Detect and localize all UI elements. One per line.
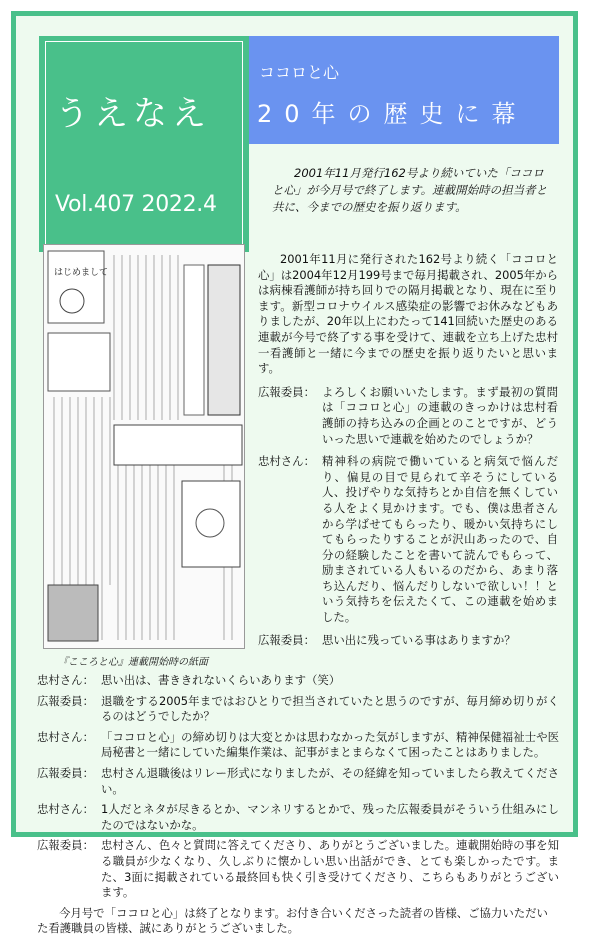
utterance: 「ココロと心」の締め切りは大変とかは思わなかった気がしますが、精神保健福祉士や医局秘書と一緒にしていた編集作業は、記事がまとまらなくて困ったことはありました。 (101, 729, 559, 760)
clipping-label: はじめまして (54, 268, 109, 278)
clipping-image (43, 244, 245, 649)
utterance: 忠村さん、色々と質問に答えてくださり、ありがとうございました。連載開始時の事を知る職員が少なくなり、久しぶりに懐かしい思い出話ができ、とても楽しかったです。また、3面に掲載されている最終回も快く引き受けてくださり、こちらもありがとうございます。 (101, 838, 559, 900)
dialogue-line (258, 454, 558, 626)
utterance: 退職をする2005年まではおひとりで担当されていたと思うのですが、毎月締め切りがくるのはどうでしたか？ (101, 693, 559, 724)
article-body-full (37, 673, 559, 937)
column-name: ココロと心 (259, 63, 340, 82)
dialogue-line (37, 766, 559, 797)
dialogue-line (37, 673, 559, 689)
dialogue-line (37, 802, 559, 833)
utterance: よろしくお願いいたします。まず最初の質問は「ココロと心」の連載のきっかけは忠村看護師の持ち込みの企画とのことですが、どういった思いで連載を始めたのでしょうか？ (322, 384, 558, 446)
utterance: 思い出は、書ききれないくらいあります（笑） (101, 673, 341, 687)
volume-date: Vol.407 2022.4 (55, 192, 217, 217)
masthead (39, 36, 249, 252)
newsletter-title: うえなえ (55, 94, 211, 134)
speaker: 広報委員： (37, 693, 94, 708)
speaker: 広報委員： (258, 384, 315, 399)
article-header (249, 36, 559, 144)
closing-paragraph: 今月号で「ココロと心」は終了となります。お付き合いくださった読者の皆様、ご協力いただいた看護職員の皆様、誠にありがとうございました。 (37, 905, 548, 936)
utterance: 思い出に残っている事はありますか？ (322, 632, 516, 647)
dialogue-line (37, 730, 559, 761)
speaker: 広報委員： (258, 632, 315, 647)
dialogue-line (258, 385, 558, 447)
dialogue-line (258, 633, 558, 649)
dialogue-line (37, 838, 559, 900)
speaker: 広報委員： (37, 838, 94, 853)
article-body-right (258, 252, 558, 655)
speaker: 広報委員： (37, 765, 94, 780)
headline: 20年の歴史に幕 (257, 100, 528, 128)
clipping-caption: 『こころと心』連載開始時の紙面 (58, 657, 208, 668)
intro-paragraph: 2001年11月に発行された162号より続く「ココロと心」は2004年12月199号まで毎月掲載され、2005年からは病棟看護師が持ち回りでの隔月掲載となり、現在に至ります。新型コロナウイルス感染症の影響でお休みなどもありましたが、20年以上にわたって141回続いた歴史のある連載が今号で終了する事を受けて、連載を立ち上げた忠村一看護師と一緒に今までの歴史を振り返りたいと思います。 (258, 252, 558, 376)
dialogue-line (37, 694, 559, 725)
speaker: 忠村さん： (37, 673, 94, 687)
utterance: 精神科の病院で働いていると病気で悩んだり、偏見の目で見られて辛そうにしている人、投げやりな気持ちとか自信を無くしている人をよく見かけます。でも、僕は患者さんから学ばせてもらったり、暖かい気持ちにしてもらったりすることが沢山あったので、自分の経験したことを書いて読んでもらって、励まされている人もいるのだから、あまり落ち込んだり、悩んだりしないで欲しい！！という気持ちを伝えたくて、この連載を始めました。 (322, 454, 558, 625)
speaker: 忠村さん： (37, 802, 94, 817)
speaker: 忠村さん： (258, 454, 315, 469)
utterance: 1人だとネタが尽きるとか、マンネリするとかで、残った広報委員がそういう仕組みにしたのではないかな。 (101, 802, 559, 832)
lead-paragraph: 2001年11月発行162号より続いていた「ココロと心」が今月号で終了します。連載開始時の担当者と共に、今までの歴史を振り返ります。 (272, 166, 548, 214)
speaker: 忠村さん： (37, 729, 94, 744)
utterance: 忠村さん退職後はリレー形式になりましたが、その経緯を知っていましたら教えてください。 (101, 765, 559, 796)
